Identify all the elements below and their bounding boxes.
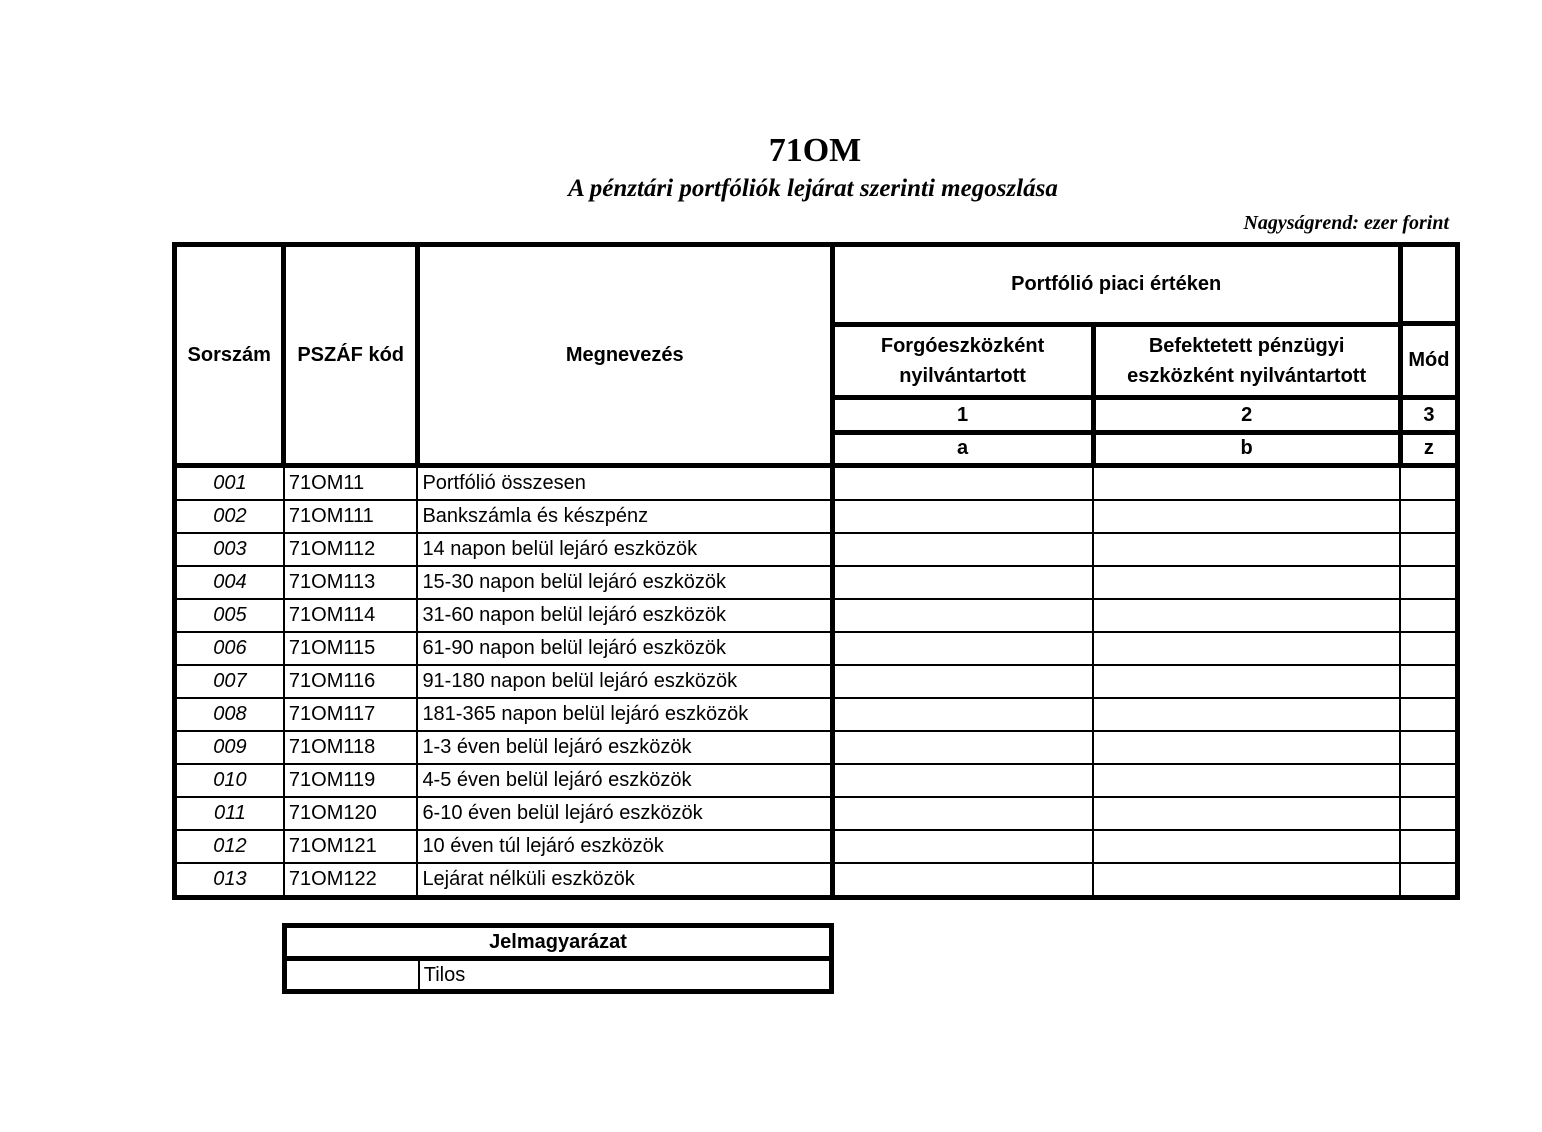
cell-forgo[interactable]	[832, 830, 1093, 863]
row-number: 004	[175, 566, 284, 599]
cell-befektetett[interactable]	[1093, 764, 1400, 797]
header-letter-z: z	[1400, 432, 1457, 465]
table-row	[175, 665, 1458, 698]
cell-forgo[interactable]	[832, 599, 1093, 632]
cell-befektetett[interactable]	[1093, 731, 1400, 764]
row-code: 71OM115	[284, 632, 418, 665]
cell-mod[interactable]	[1400, 566, 1457, 599]
row-code: 71OM11	[284, 466, 418, 501]
row-number: 010	[175, 764, 284, 797]
cell-mod[interactable]	[1400, 764, 1457, 797]
row-name: 14 napon belül lejáró eszközök	[417, 533, 832, 566]
cell-mod[interactable]	[1400, 665, 1457, 698]
cell-mod[interactable]	[1400, 500, 1457, 533]
header-mod	[1400, 245, 1457, 398]
row-name: 91-180 napon belül lejáró eszközök	[417, 665, 832, 698]
legend-title: Jelmagyarázat	[285, 926, 832, 959]
header-col2	[1093, 324, 1400, 398]
table-row	[175, 830, 1458, 863]
cell-mod[interactable]	[1400, 797, 1457, 830]
header-letter-b: b	[1093, 432, 1400, 465]
row-number: 008	[175, 698, 284, 731]
cell-mod[interactable]	[1400, 632, 1457, 665]
row-number: 011	[175, 797, 284, 830]
header-col2-line2: eszközként nyilvántartott	[1127, 365, 1367, 388]
header-col1-line1: Forgóeszközként	[880, 335, 1045, 358]
row-code: 71OM113	[284, 566, 418, 599]
cell-mod[interactable]	[1400, 863, 1457, 898]
cell-befektetett[interactable]	[1093, 466, 1400, 501]
row-number: 009	[175, 731, 284, 764]
header-mod-label: Mód	[1403, 321, 1455, 395]
row-name: Bankszámla és készpénz	[417, 500, 832, 533]
cell-mod[interactable]	[1400, 466, 1457, 501]
cell-forgo[interactable]	[832, 797, 1093, 830]
row-number: 007	[175, 665, 284, 698]
row-number: 005	[175, 599, 284, 632]
cell-forgo[interactable]	[832, 632, 1093, 665]
row-code: 71OM117	[284, 698, 418, 731]
row-code: 71OM116	[284, 665, 418, 698]
row-number: 002	[175, 500, 284, 533]
header-pszaf-kod: PSZÁF kód	[284, 245, 418, 466]
header-sorszam: Sorszám	[175, 245, 284, 466]
row-name: Lejárat nélküli eszközök	[417, 863, 832, 898]
cell-forgo[interactable]	[832, 500, 1093, 533]
row-code: 71OM114	[284, 599, 418, 632]
header-megnevezes: Megnevezés	[417, 245, 832, 466]
cell-mod[interactable]	[1400, 533, 1457, 566]
legend-item-label: Tilos	[423, 963, 466, 986]
cell-forgo[interactable]	[832, 863, 1093, 898]
header-num-3: 3	[1400, 398, 1457, 432]
header-num-1: 1	[832, 398, 1093, 432]
cell-mod[interactable]	[1400, 599, 1457, 632]
row-code: 71OM120	[284, 797, 418, 830]
header-col1	[832, 324, 1093, 398]
cell-forgo[interactable]	[832, 698, 1093, 731]
row-name: 15-30 napon belül lejáró eszközök	[417, 566, 832, 599]
legend-table	[282, 923, 834, 994]
cell-befektetett[interactable]	[1093, 830, 1400, 863]
table-row	[175, 533, 1458, 566]
cell-befektetett[interactable]	[1093, 566, 1400, 599]
row-name: 6-10 éven belül lejáró eszközök	[417, 797, 832, 830]
row-number: 013	[175, 863, 284, 898]
row-name: Portfólió összesen	[417, 466, 832, 501]
cell-mod[interactable]	[1400, 731, 1457, 764]
header-group-portfolio: Portfólió piaci értéken	[832, 245, 1400, 325]
table-row	[175, 566, 1458, 599]
form-title: 71OM	[768, 132, 862, 169]
cell-befektetett[interactable]	[1093, 797, 1400, 830]
row-code: 71OM111	[284, 500, 418, 533]
cell-forgo[interactable]	[832, 764, 1093, 797]
row-number: 012	[175, 830, 284, 863]
cell-forgo[interactable]	[832, 731, 1093, 764]
portfolio-table	[172, 242, 1460, 900]
cell-mod[interactable]	[1400, 830, 1457, 863]
cell-befektetett[interactable]	[1093, 533, 1400, 566]
row-code: 71OM118	[284, 731, 418, 764]
table-row	[175, 500, 1458, 533]
cell-befektetett[interactable]	[1093, 863, 1400, 898]
row-name: 181-365 napon belül lejáró eszközök	[417, 698, 832, 731]
cell-forgo[interactable]	[832, 466, 1093, 501]
cell-befektetett[interactable]	[1093, 632, 1400, 665]
table-row	[175, 466, 1458, 501]
table-row	[175, 632, 1458, 665]
row-number: 001	[175, 466, 284, 501]
table-row	[175, 698, 1458, 731]
table-row	[175, 764, 1458, 797]
table-row	[175, 599, 1458, 632]
cell-befektetett[interactable]	[1093, 698, 1400, 731]
cell-mod[interactable]	[1400, 698, 1457, 731]
row-code: 71OM121	[284, 830, 418, 863]
cell-befektetett[interactable]	[1093, 500, 1400, 533]
cell-forgo[interactable]	[832, 566, 1093, 599]
form-subtitle: A pénztári portfóliók lejárat szerinti megoszlása	[568, 175, 1058, 202]
header-col2-line1: Befektetett pénzügyi	[1148, 335, 1345, 358]
row-code: 71OM122	[284, 863, 418, 898]
legend-swatch	[285, 959, 419, 992]
row-code: 71OM112	[284, 533, 418, 566]
row-code: 71OM119	[284, 764, 418, 797]
row-number: 006	[175, 632, 284, 665]
header-letter-a: a	[832, 432, 1093, 465]
header-col1-line2: nyilvántartott	[899, 365, 1026, 388]
row-name: 1-3 éven belül lejáró eszközök	[417, 731, 832, 764]
cell-befektetett[interactable]	[1093, 665, 1400, 698]
table-row	[175, 863, 1458, 898]
row-name: 4-5 éven belül lejáró eszközök	[417, 764, 832, 797]
row-name: 61-90 napon belül lejáró eszközök	[417, 632, 832, 665]
header-num-2: 2	[1093, 398, 1400, 432]
cell-forgo[interactable]	[832, 665, 1093, 698]
table-row	[175, 731, 1458, 764]
row-number: 003	[175, 533, 284, 566]
unit-label: Nagyságrend: ezer forint	[1243, 212, 1449, 234]
cell-befektetett[interactable]	[1093, 599, 1400, 632]
row-name: 10 éven túl lejáró eszközök	[417, 830, 832, 863]
row-name: 31-60 napon belül lejáró eszközök	[417, 599, 832, 632]
table-row	[175, 797, 1458, 830]
cell-forgo[interactable]	[832, 533, 1093, 566]
